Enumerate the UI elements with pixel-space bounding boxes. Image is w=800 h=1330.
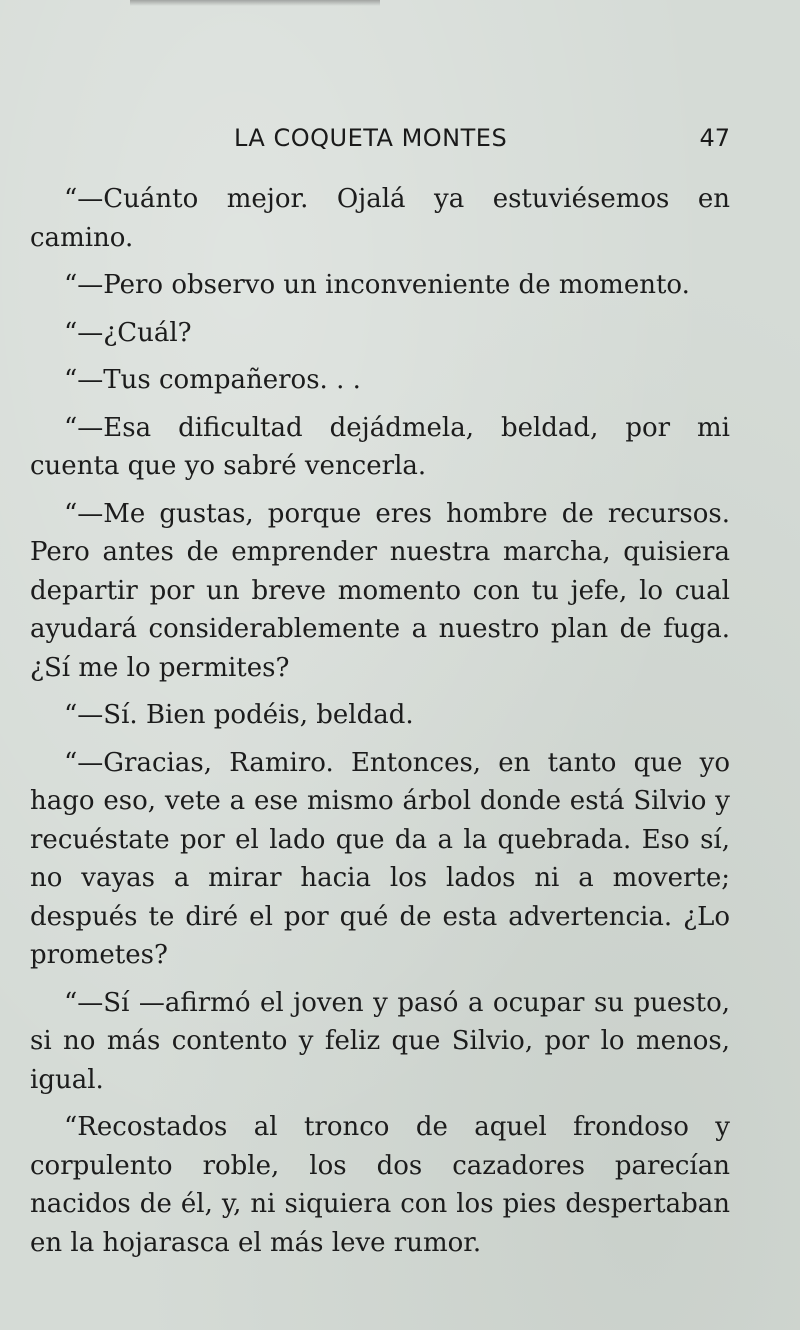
- running-head: LA COQUETA MONTES: [234, 124, 508, 152]
- paragraph: “—Cuánto mejor. Ojalá ya estuviésemos en camino.: [30, 184, 730, 253]
- paragraph: “—Tus compañeros. . .: [64, 365, 361, 395]
- paragraph: “Recostados al tronco de aquel frondoso y corpulento roble, los dos cazadores parecían nacidos de él, y, ni siquiera con los pies despertaban en la hojarasca el más leve rumor.: [30, 1112, 730, 1258]
- paragraph: “—Sí. Bien podéis, beldad.: [64, 700, 414, 730]
- paragraph: “—Pero observo un inconveniente de momento.: [64, 270, 690, 300]
- paragraph: “—¿Cuál?: [64, 317, 192, 348]
- page-header: [30, 124, 730, 164]
- paragraph: “—Sí —afirmó el joven y pasó a ocupar su puesto, si no más contento y feliz que Silvio, por lo menos, igual.: [30, 987, 730, 1095]
- page-number: 47: [699, 124, 730, 152]
- paragraph: “—Me gustas, porque eres hombre de recursos. Pero antes de emprender nuestra marcha, quisiera departir por un breve momento con tu jefe, lo cual ayudará considerablemente a nuestro plan de fuga. ¿Sí me lo permites?: [30, 498, 730, 683]
- paragraph: “—Gracias, Ramiro. Entonces, en tanto que yo hago eso, vete a ese mismo árbol donde está Silvio y recuéstate por el lado que da a la quebrada. Eso sí, no vayas a mirar hacia los lados ni a moverte; después te diré el por qué de esta advertencia. ¿Lo prometes?: [30, 747, 730, 970]
- body-text: [30, 180, 730, 1271]
- paragraph: “—Esa dificultad dejádmela, beldad, por mi cuenta que yo sabré vencerla.: [30, 412, 730, 481]
- page-edge-shadow: [130, 0, 380, 6]
